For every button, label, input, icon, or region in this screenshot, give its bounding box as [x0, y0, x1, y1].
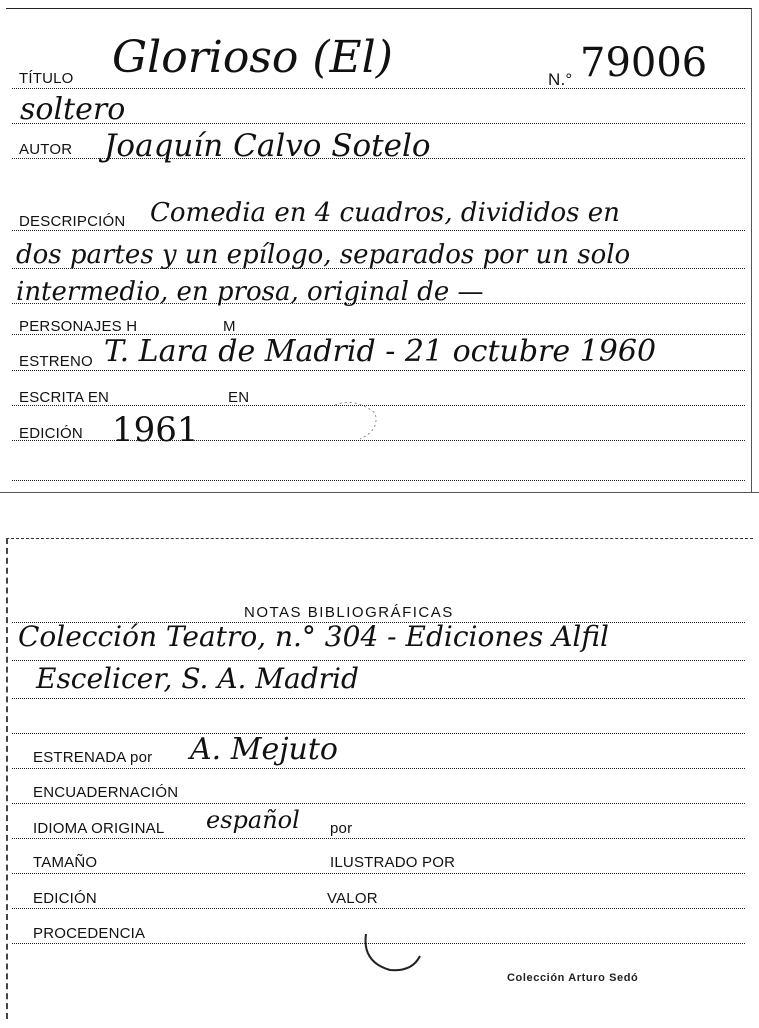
estrenada-rule [12, 768, 745, 769]
estreno-rule [12, 370, 745, 371]
idioma-label: IDIOMA ORIGINAL [33, 820, 165, 837]
edicion-bottom-label: EDICIÓN [33, 890, 97, 907]
tamano-label: TAMAÑO [33, 854, 98, 871]
escrita-en-label: EN [228, 389, 250, 406]
edicion-bottom-rule [12, 908, 745, 909]
encuadernacion-label: ENCUADERNACIÓN [33, 784, 179, 801]
descripcion-rule [12, 230, 745, 231]
autor-label: AUTOR [19, 141, 73, 158]
numero-value: 79006 [580, 40, 708, 86]
faint-curve-mark [360, 928, 430, 978]
encuadernacion-rule [12, 803, 745, 804]
notas-rule-2 [12, 660, 745, 661]
faint-smudge [330, 395, 390, 445]
ilustrado-label: ILUSTRADO POR [330, 854, 456, 871]
escrita-label: ESCRITA EN [19, 389, 110, 406]
procedencia-label: PROCEDENCIA [33, 925, 146, 942]
autor-value: Joaquín Calvo Sotelo [104, 128, 431, 164]
card-separator [0, 492, 759, 493]
notas-rule-4 [12, 733, 745, 734]
idioma-value: español [206, 806, 300, 834]
edicion-label: EDICIÓN [19, 425, 83, 442]
personajes-label: PERSONAJES H [19, 318, 138, 335]
estreno-value: T. Lara de Madrid - 21 octubre 1960 [104, 334, 657, 369]
tamano-rule [12, 873, 745, 874]
titulo-label: TÍTULO [19, 70, 74, 87]
blank-rule [12, 480, 745, 481]
notas-line-2: Escelicer, S. A. Madrid [36, 662, 359, 695]
coleccion-stamp: Colección Arturo Sedó [507, 972, 639, 984]
personajes-m-label: M [223, 318, 236, 335]
estrenada-value: A. Mejuto [190, 732, 338, 767]
titulo-value: Glorioso (El) [112, 32, 393, 83]
notas-line-1: Colección Teatro, n.° 304 - Ediciones Alfil [18, 620, 610, 653]
notas-title: NOTAS BIBLIOGRÁFICAS [244, 604, 454, 621]
titulo-rule [12, 88, 745, 89]
notas-rule-3 [12, 698, 745, 699]
idioma-por-label: por [330, 820, 353, 837]
descripcion-line-3: intermedio, en prosa, original de — [16, 277, 484, 307]
estrenada-label: ESTRENADA por [33, 749, 153, 766]
descripcion-label: DESCRIPCIÓN [19, 213, 126, 230]
descripcion-line-2: dos partes y un epílogo, separados por un solo [16, 240, 631, 270]
titulo-continuation: soltero [20, 92, 126, 127]
estreno-label: ESTRENO [19, 353, 93, 370]
numero-label: N.° [548, 70, 573, 89]
edicion-value: 1961 [112, 410, 199, 450]
valor-label: VALOR [327, 890, 378, 907]
descripcion-line-1: Comedia en 4 cuadros, divididos en [150, 198, 620, 228]
idioma-rule [12, 838, 745, 839]
